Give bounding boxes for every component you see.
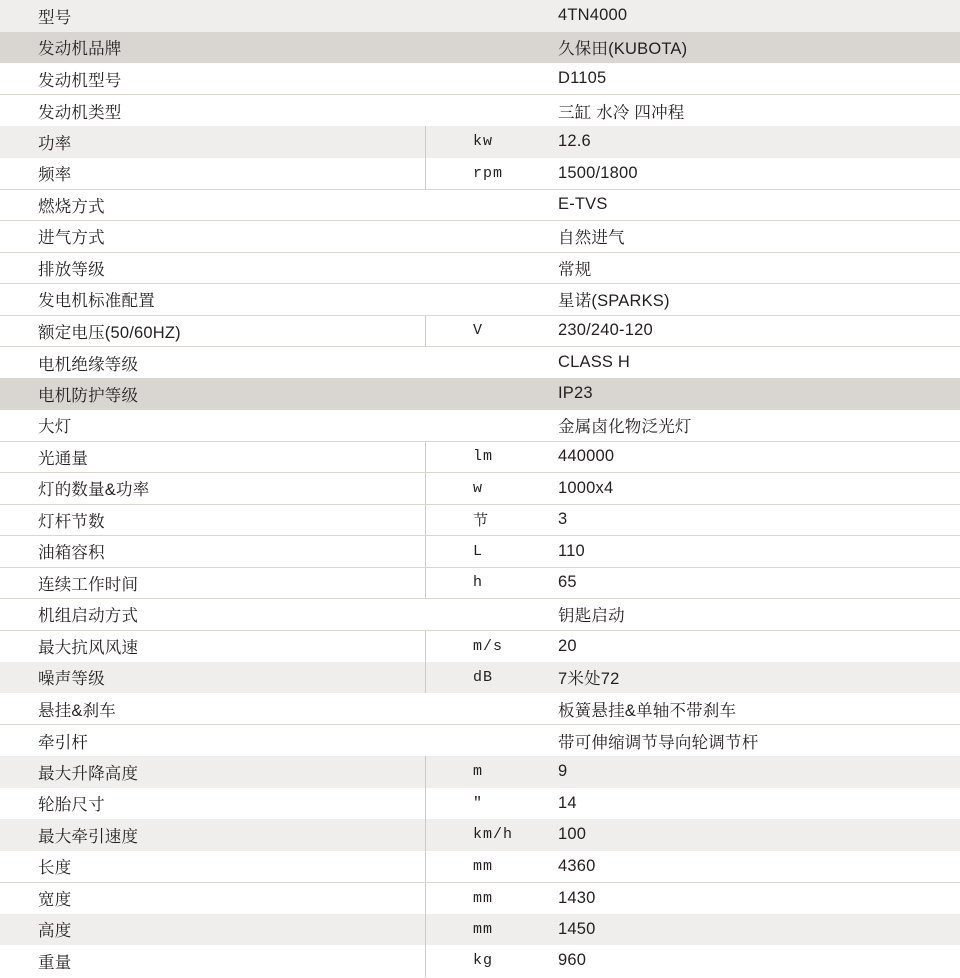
spec-name: 进气方式 <box>0 221 425 253</box>
spec-unit <box>425 189 545 221</box>
spec-unit <box>425 63 545 95</box>
spec-unit: rpm <box>425 158 545 190</box>
spec-unit <box>425 693 545 725</box>
spec-value: 三缸 水冷 四冲程 <box>545 95 960 127</box>
table-row <box>0 630 960 662</box>
table-row <box>0 410 960 442</box>
spec-value: 3 <box>545 504 960 536</box>
table-row <box>0 599 960 631</box>
spec-value: 110 <box>545 536 960 568</box>
spec-unit: mm <box>425 914 545 946</box>
spec-value: 久保田(KUBOTA) <box>545 32 960 64</box>
table-row <box>0 819 960 851</box>
spec-unit <box>425 95 545 127</box>
spec-value: 1430 <box>545 882 960 914</box>
spec-value: 12.6 <box>545 126 960 158</box>
table-row <box>0 378 960 410</box>
spec-value: E-TVS <box>545 189 960 221</box>
spec-value: 1450 <box>545 914 960 946</box>
spec-name: 灯杆节数 <box>0 504 425 536</box>
spec-name: 连续工作时间 <box>0 567 425 599</box>
spec-value: 14 <box>545 788 960 820</box>
table-row <box>0 347 960 379</box>
spec-name: 宽度 <box>0 882 425 914</box>
spec-unit: w <box>425 473 545 505</box>
spec-value: 星诺(SPARKS) <box>545 284 960 316</box>
spec-unit: lm <box>425 441 545 473</box>
spec-unit <box>425 0 545 32</box>
spec-name: 轮胎尺寸 <box>0 788 425 820</box>
spec-unit <box>425 410 545 442</box>
spec-value: 100 <box>545 819 960 851</box>
spec-unit: " <box>425 788 545 820</box>
table-row <box>0 756 960 788</box>
spec-unit <box>425 284 545 316</box>
spec-unit <box>425 599 545 631</box>
spec-unit: L <box>425 536 545 568</box>
spec-unit: h <box>425 567 545 599</box>
spec-value: 7米处72 <box>545 662 960 694</box>
spec-value: 钥匙启动 <box>545 599 960 631</box>
spec-name: 发动机品牌 <box>0 32 425 64</box>
table-row <box>0 473 960 505</box>
spec-name: 重量 <box>0 945 425 977</box>
spec-unit: mm <box>425 882 545 914</box>
spec-name: 电机绝缘等级 <box>0 347 425 379</box>
spec-value: 自然进气 <box>545 221 960 253</box>
table-row <box>0 126 960 158</box>
spec-name: 型号 <box>0 0 425 32</box>
table-row <box>0 882 960 914</box>
table-row <box>0 662 960 694</box>
spec-value: 1000x4 <box>545 473 960 505</box>
spec-unit: m/s <box>425 630 545 662</box>
spec-unit: mm <box>425 851 545 883</box>
spec-name: 灯的数量&功率 <box>0 473 425 505</box>
spec-name: 排放等级 <box>0 252 425 284</box>
table-row <box>0 63 960 95</box>
spec-name: 机组启动方式 <box>0 599 425 631</box>
spec-name: 长度 <box>0 851 425 883</box>
table-row <box>0 693 960 725</box>
table-row <box>0 725 960 757</box>
table-row <box>0 221 960 253</box>
spec-value: 960 <box>545 945 960 977</box>
table-row <box>0 567 960 599</box>
table-row <box>0 441 960 473</box>
spec-unit: kg <box>425 945 545 977</box>
table-row <box>0 536 960 568</box>
spec-unit: km/h <box>425 819 545 851</box>
spec-name: 发动机型号 <box>0 63 425 95</box>
spec-unit <box>425 378 545 410</box>
spec-value: 板簧悬挂&单轴不带刹车 <box>545 693 960 725</box>
table-row <box>0 315 960 347</box>
spec-name: 燃烧方式 <box>0 189 425 221</box>
table-row <box>0 95 960 127</box>
spec-value: 常规 <box>545 252 960 284</box>
spec-name: 油箱容积 <box>0 536 425 568</box>
spec-value: 65 <box>545 567 960 599</box>
spec-value: 440000 <box>545 441 960 473</box>
spec-name: 最大升降高度 <box>0 756 425 788</box>
spec-unit <box>425 725 545 757</box>
spec-value: 20 <box>545 630 960 662</box>
spec-name: 噪声等级 <box>0 662 425 694</box>
spec-name: 发动机类型 <box>0 95 425 127</box>
spec-name: 电机防护等级 <box>0 378 425 410</box>
table-row <box>0 504 960 536</box>
spec-name: 最大牵引速度 <box>0 819 425 851</box>
spec-unit: kw <box>425 126 545 158</box>
spec-value: D1105 <box>545 63 960 95</box>
table-row <box>0 32 960 64</box>
spec-unit: V <box>425 315 545 347</box>
spec-unit <box>425 252 545 284</box>
spec-value: 4TN4000 <box>545 0 960 32</box>
table-row <box>0 284 960 316</box>
spec-value: 带可伸缩调节导向轮调节杆 <box>545 725 960 757</box>
spec-unit: 节 <box>425 504 545 536</box>
table-row <box>0 252 960 284</box>
spec-unit <box>425 347 545 379</box>
spec-name: 牵引杆 <box>0 725 425 757</box>
spec-unit <box>425 32 545 64</box>
spec-unit: dB <box>425 662 545 694</box>
table-row <box>0 851 960 883</box>
spec-value: 金属卤化物泛光灯 <box>545 410 960 442</box>
table-row <box>0 158 960 190</box>
spec-value: 230/240-120 <box>545 315 960 347</box>
table-row <box>0 0 960 32</box>
spec-unit <box>425 221 545 253</box>
spec-unit: m <box>425 756 545 788</box>
spec-value: 4360 <box>545 851 960 883</box>
table-row <box>0 914 960 946</box>
spec-value: IP23 <box>545 378 960 410</box>
spec-value: CLASS H <box>545 347 960 379</box>
spec-name: 频率 <box>0 158 425 190</box>
spec-name: 额定电压(50/60HZ) <box>0 315 425 347</box>
table-row <box>0 189 960 221</box>
spec-value: 1500/1800 <box>545 158 960 190</box>
spec-name: 功率 <box>0 126 425 158</box>
spec-name: 悬挂&刹车 <box>0 693 425 725</box>
spec-value: 9 <box>545 756 960 788</box>
table-row <box>0 788 960 820</box>
table-row <box>0 945 960 977</box>
spec-name: 高度 <box>0 914 425 946</box>
spec-name: 光通量 <box>0 441 425 473</box>
spec-name: 大灯 <box>0 410 425 442</box>
spec-name: 最大抗风风速 <box>0 630 425 662</box>
spec-name: 发电机标准配置 <box>0 284 425 316</box>
